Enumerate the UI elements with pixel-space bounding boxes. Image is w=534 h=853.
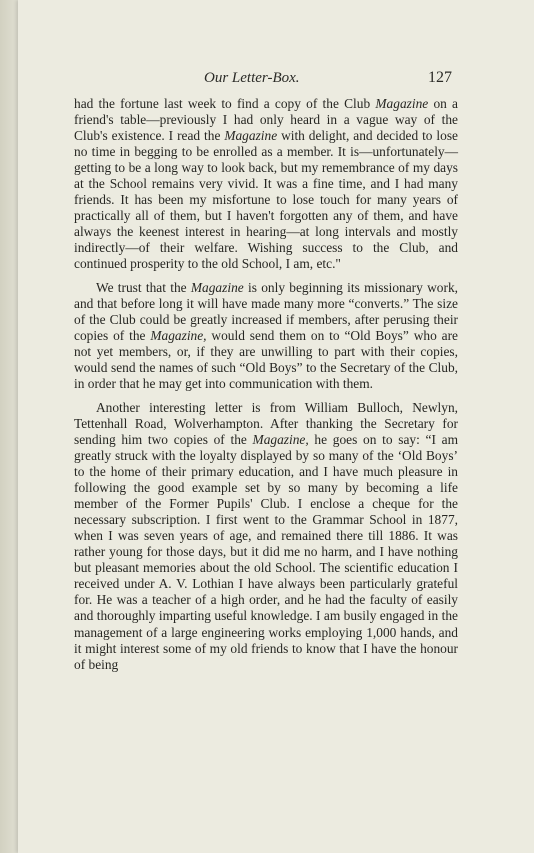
text-run: with delight, and decided to lose no time in begging to be enrolled as a member. It is—unfortunately—getting to be a long way to look back, but my remembrance of my days at the School remains very vivid. It was a fine time, and I had many friends. It has been my misfortune to lose touch for many years of practically all of them, but I haven't forgotten any of them, and have always the keenest interest in hearing—at long intervals and mostly indirectly—of their welfare. Wishing success to the Club, and continued prosperity to the old School, I am, etc." — [74, 128, 458, 272]
body-text — [74, 96, 458, 673]
paragraph — [74, 400, 458, 672]
page-number: 127 — [428, 69, 452, 86]
text-run: We trust that the — [96, 280, 191, 296]
book-page — [18, 0, 534, 853]
text-run: on a friend's table—previously I had only heard in a vague way of the Club's existence. I read the — [74, 96, 458, 144]
italic-text: Magazine — [375, 96, 429, 111]
text-run: would send them on to “Old Boys” who are not yet members, or, if they are unwilling to part with their copies, would send the names of such “Old Boys” to the Secretary of the Club, in order that he may get into communication with them. — [74, 328, 458, 392]
paragraph — [74, 96, 458, 272]
italic-text: Magazine, — [150, 328, 207, 344]
text-run: is only beginning its missionary work, and that before long it will have made many more “converts.” The size of the Club could be greatly increased if members, after perusing their copies of the — [74, 280, 458, 344]
page-gutter — [0, 0, 18, 853]
running-title: Our Letter-Box. — [204, 70, 300, 86]
italic-text: Magazine, — [252, 432, 309, 448]
text-run: Another interesting letter is from William Bulloch, Newlyn, Tettenhall Road, Wolverhampton. After thanking the Secretary for sending him two copies of the — [74, 400, 458, 448]
page-header — [18, 68, 534, 92]
text-run: he goes on to say: “I am greatly struck with the loyalty displayed by so many of the ‘Old Boys’ to the home of their primary education, and I have much pleasure in following the good example set by so many by becoming a life member of the Former Pupils' Club. I enclose a cheque for the necessary subscription. I first went to the Grammar School in 1877, when I was seven years of age, and remained there till 1886. It was rather young for those days, but it did me no harm, and I have nothing but pleasant memories about the old School. The scientific education I received under A. V. Lothian I have always been particularly grateful for. He was a teacher of a high order, and he had the faculty of easily and thoroughly imparting useful knowledge. I am busily engaged in the management of a large engineering works employing 1,000 hands, and it might interest some of my old friends to know that I have the honour of being — [74, 432, 458, 672]
italic-text: Magazine — [224, 128, 278, 144]
italic-text: Magazine — [190, 280, 244, 296]
text-run: had the fortune last week to find a copy of the Club — [74, 96, 376, 111]
paragraph — [74, 280, 458, 392]
